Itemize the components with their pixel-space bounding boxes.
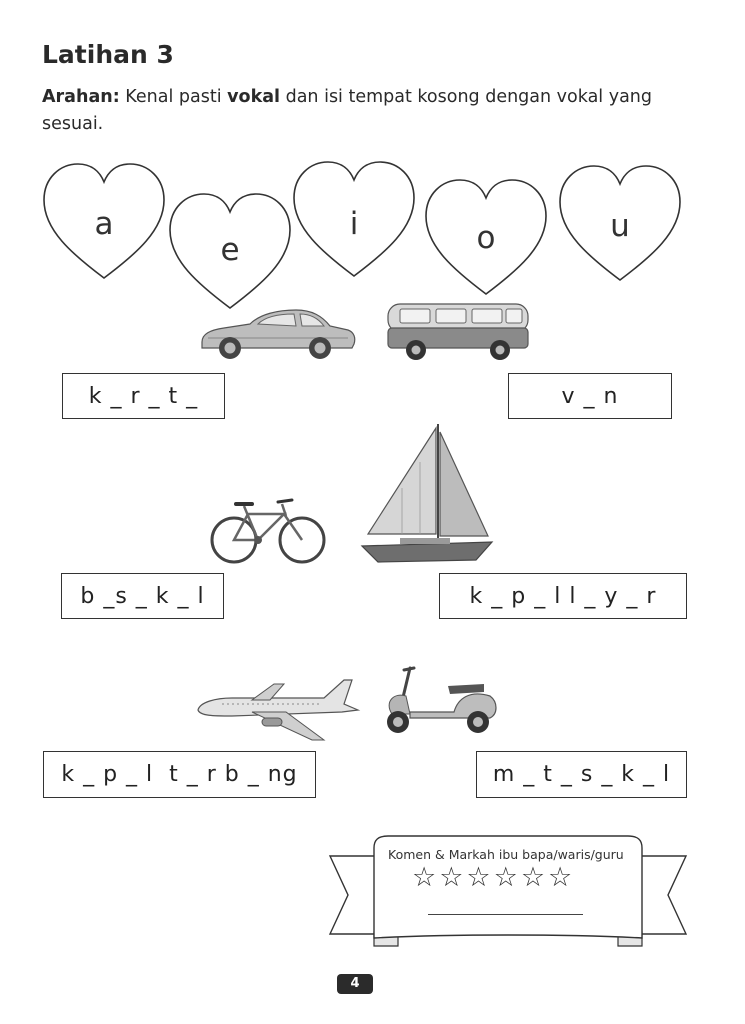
heart-vowel-a [42, 162, 166, 280]
sailboat-image [360, 422, 494, 568]
bicycle-image [208, 494, 328, 566]
instruction-part-1: Kenal pasti [119, 87, 228, 107]
answer-box-sailboat[interactable]: k _ p _ l l _ y _ r [439, 573, 687, 619]
heart-vowel-i [292, 160, 416, 278]
airplane-image [192, 676, 362, 746]
instruction-part-2: dan isi tempat kosong dengan vokal yang sesuai. [42, 87, 652, 134]
signature-line[interactable] [428, 914, 583, 915]
answer-box-van[interactable]: v _ n [508, 373, 672, 419]
answer-box-bicycle[interactable]: b _s _ k _ l [61, 573, 224, 619]
van-image [384, 300, 532, 362]
vowel-letter-u: u [610, 208, 630, 244]
instruction-label: Arahan: [42, 87, 120, 107]
vowel-letter-a: a [94, 206, 114, 242]
vowel-letter-i: i [349, 206, 359, 242]
parent-comment-banner [328, 834, 688, 958]
answer-box-car[interactable]: k _ r _ t _ [62, 373, 225, 419]
heart-vowel-e [168, 192, 292, 310]
rating-stars[interactable]: ☆☆☆☆☆☆ [412, 862, 576, 893]
instruction-bold-word: vokal [227, 87, 281, 107]
instruction-text [42, 84, 702, 138]
comment-title: Komen & Markah ibu bapa/waris/guru [388, 847, 624, 862]
page-title: Latihan 3 [42, 40, 174, 69]
heart-vowel-u [558, 164, 682, 282]
scooter-image [374, 662, 502, 738]
answer-box-airplane[interactable]: k _ p _ l t _ r b _ ng [43, 751, 316, 798]
answer-box-scooter[interactable]: m _ t _ s _ k _ l [476, 751, 687, 798]
car-image [198, 304, 358, 362]
page-number: 4 [337, 974, 373, 994]
heart-vowel-o [424, 178, 548, 296]
vowel-letter-o: o [476, 220, 496, 256]
vowel-letter-e: e [220, 232, 240, 268]
